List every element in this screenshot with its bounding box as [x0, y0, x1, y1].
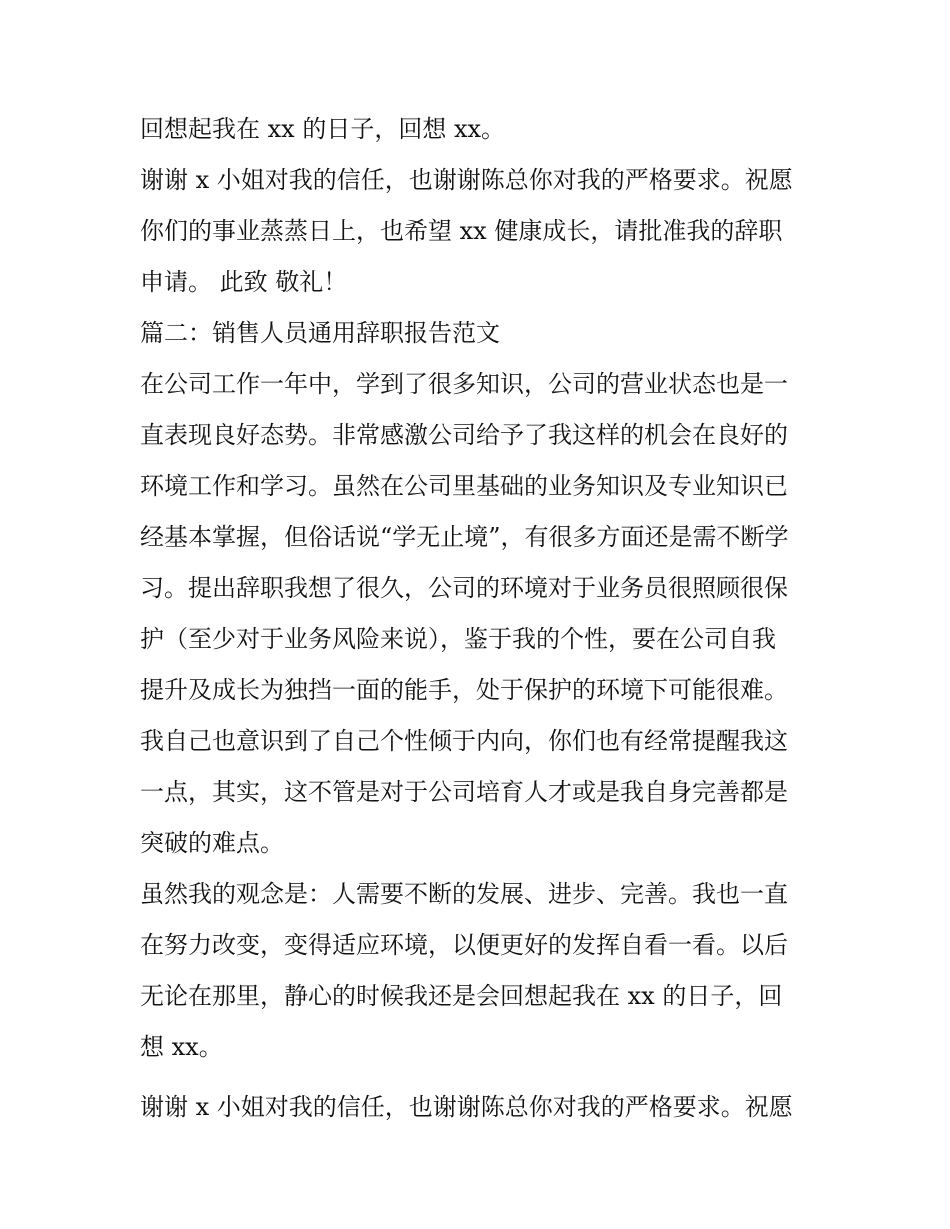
- paragraph-line: 虽然我的观念是：人需要不断的发展、进步、完善。我也一直: [140, 880, 788, 908]
- paragraph-line: 护（至少对于业务风险来说），鉴于我的个性，要在公司自我: [140, 625, 776, 653]
- document-body: [140, 104, 820, 1133]
- paragraph-line: 回想起我在 xx 的日子，回想 xx。: [140, 115, 506, 143]
- paragraph-line: 经基本掌握，但俗话说“学无止境”，有很多方面还是需不断学: [140, 523, 789, 551]
- paragraph-line: 突破的难点。: [140, 829, 284, 857]
- paragraph-line: 谢谢 x 小姐对我的信任，也谢谢陈总你对我的严格要求。祝愿: [140, 1093, 793, 1121]
- paragraph-line: 在努力改变，变得适应环境，以便更好的发挥自看一看。以后: [140, 931, 788, 959]
- section-heading: 篇二：销售人员通用辞职报告范文: [140, 319, 500, 347]
- paragraph-line: 环境工作和学习。虽然在公司里基础的业务知识及专业知识已: [140, 472, 788, 500]
- paragraph-line: 提升及成长为独挡一面的能手，处于保护的环境下可能很难。: [140, 676, 788, 704]
- paragraph-line: 习。提出辞职我想了很久，公司的环境对于业务员很照顾很保: [140, 574, 788, 602]
- paragraph-line: 一点，其实，这不管是对于公司培育人才或是我自身完善都是: [140, 778, 788, 806]
- paragraph-line: 我自己也意识到了自己个性倾于内向，你们也有经常提醒我这: [140, 727, 788, 755]
- paragraph-line: 无论在那里，静心的时候我还是会回想起我在 xx 的日子，回: [140, 982, 783, 1010]
- paragraph-line: 申请。 此致 敬礼！: [140, 268, 348, 296]
- paragraph-line: 直表现良好态势。非常感激公司给予了我这样的机会在良好的: [140, 421, 788, 449]
- paragraph-line: 谢谢 x 小姐对我的信任，也谢谢陈总你对我的严格要求。祝愿: [140, 166, 793, 194]
- paragraph-line: 在公司工作一年中，学到了很多知识，公司的营业状态也是一: [140, 370, 788, 398]
- paragraph-line: 想 xx。: [140, 1033, 223, 1061]
- paragraph-line: 你们的事业蒸蒸日上，也希望 xx 健康成长，请批准我的辞职: [140, 217, 783, 245]
- paragraph-spacer: [140, 1073, 820, 1082]
